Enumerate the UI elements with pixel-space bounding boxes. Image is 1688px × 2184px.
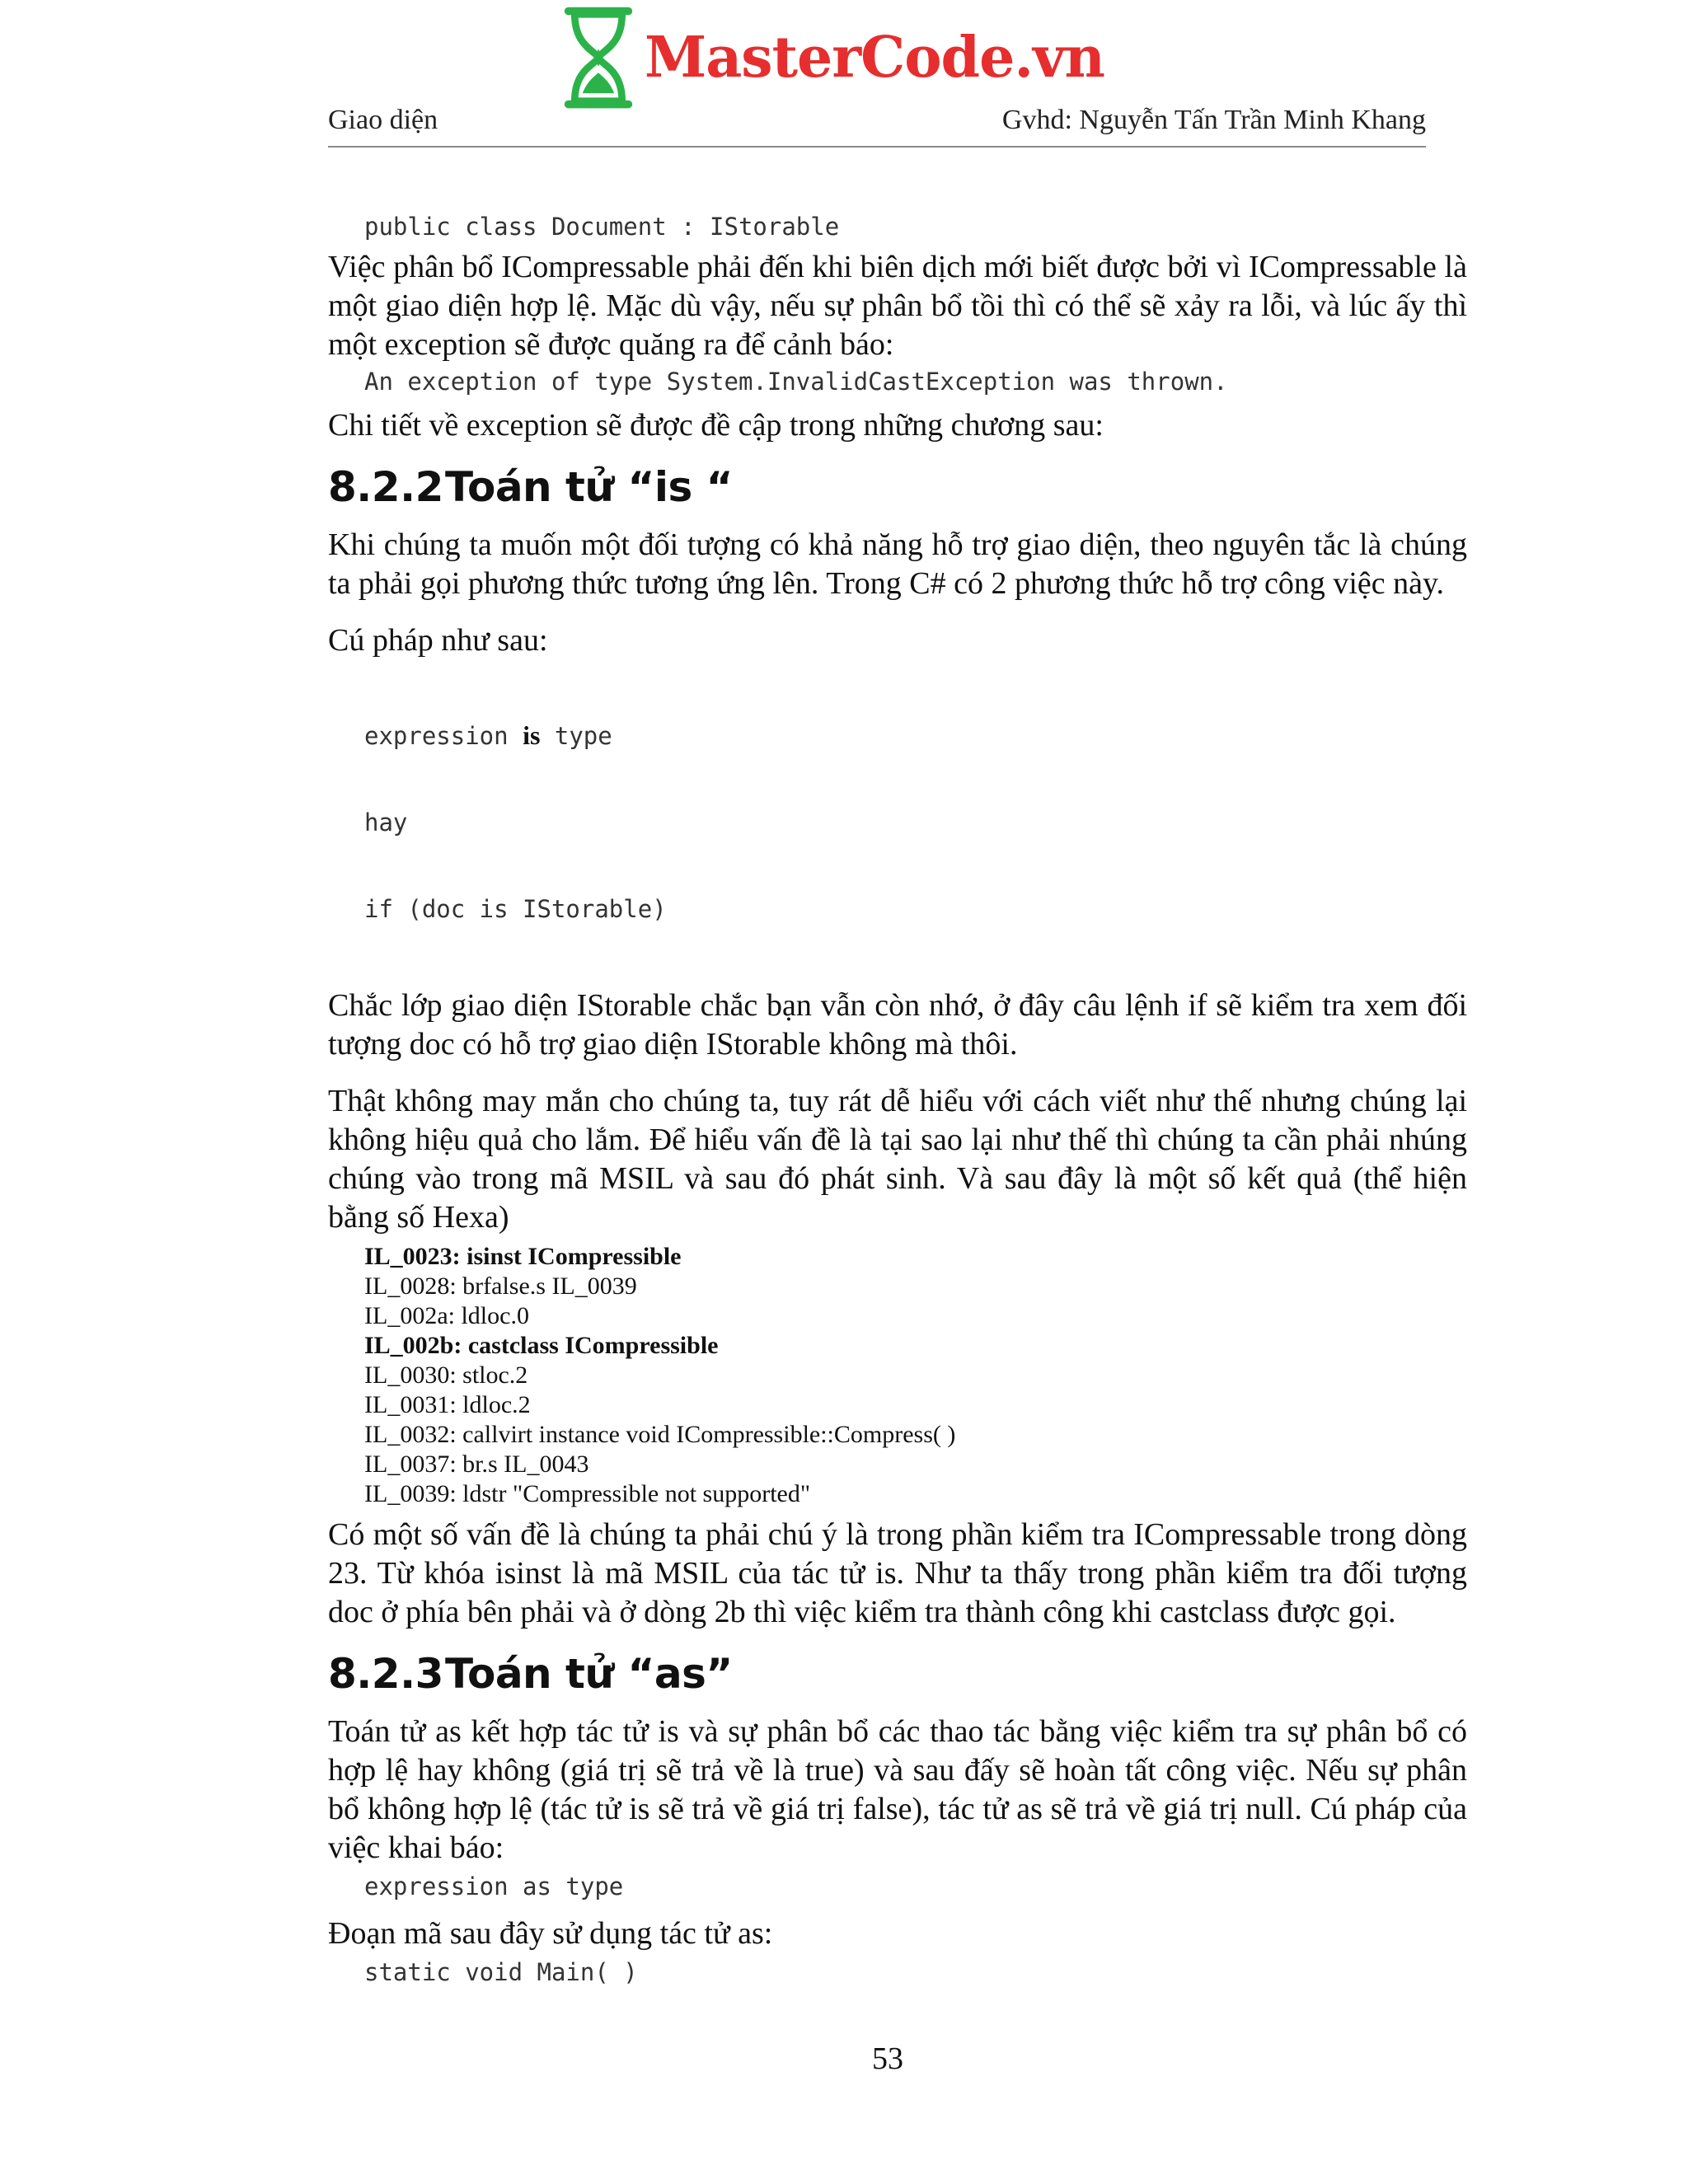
header-right: Gvhd: Nguyễn Tấn Trần Minh Khang: [1001, 105, 1426, 135]
paragraph: Đoạn mã sau đây sử dụng tác tử as:: [328, 1916, 773, 1951]
header-left: Giao diện: [328, 105, 438, 135]
paragraph: Việc phân bổ ICompressable phải đến khi biên dịch mới biết được bởi vì ICompressable là một giao diện hợp lệ. Mặc dù vậy, nếu sự phân bổ tồi thì có thể sẽ xảy ra lỗi, và lúc ấy thì một exception sẽ được quăng ra để cảnh báo:: [328, 250, 1467, 362]
code-block: expression as type: [364, 1872, 624, 1900]
paragraph: Chắc lớp giao diện IStorable chắc bạn vẫn còn nhớ, ở đây câu lệnh if sẽ kiểm tra xem đối tượng doc có hỗ trợ giao diện IStorable không mà thôi.: [328, 988, 1467, 1062]
logo-text: MasterCode.vn: [644, 25, 1104, 91]
paragraph: Chi tiết về exception sẽ được đề cập trong những chương sau:: [328, 408, 1104, 443]
msil-line: IL_0030: stloc.2: [364, 1361, 528, 1389]
section-number: 8.2.3: [328, 1650, 443, 1698]
logo: [560, 0, 1104, 115]
msil-line: IL_0039: ldstr "Compressible not supported": [364, 1480, 811, 1507]
page-number: 53: [872, 2041, 903, 2076]
msil-listing: [328, 1242, 1467, 1509]
page-header: [328, 105, 1426, 148]
section-title: Toán tử “as”: [445, 1650, 733, 1698]
paragraph: Khi chúng ta muốn một đối tượng có khả năng hỗ trợ giao diện, theo nguyên tắc là chúng ta phải gọi phương thức tương ứng lên. Trong C# có 2 phương thức hỗ trợ công việc này.: [328, 527, 1467, 601]
msil-line: IL_0023: isinst ICompressible: [364, 1243, 682, 1270]
paragraph: Toán tử as kết hợp tác tử is và sự phân bổ các thao tác bằng việc kiểm tra sự phân bổ có hợp lệ hay không (giá trị sẽ trả về là true) và sau đấy sẽ hoàn tất công việc. Nếu sự phân bổ không hợp lệ (tác tử is sẽ trả về giá trị false), tác tử as sẽ trả về giá trị null. Cú pháp của việc khai báo:: [328, 1714, 1467, 1865]
syntax-line: hay: [364, 808, 408, 837]
syntax-type: type: [540, 722, 612, 750]
msil-line: IL_0032: callvirt instance void ICompressible::Compress( ): [364, 1421, 956, 1448]
hourglass-icon: [560, 2, 636, 113]
msil-line: IL_0037: br.s IL_0043: [364, 1451, 589, 1478]
msil-line: IL_002a: ldloc.0: [364, 1302, 529, 1329]
code-block: An exception of type System.InvalidCastException was thrown.: [364, 368, 1228, 396]
paragraph: Cú pháp như sau:: [328, 623, 548, 658]
msil-line: IL_002b: castclass ICompressible: [364, 1332, 719, 1359]
section-heading: [328, 1650, 1467, 1698]
paragraph: Thật không may mắn cho chúng ta, tuy rát dễ hiểu với cách viết như thế nhưng chúng lại không hiệu quả cho lắm. Để hiểu vấn đề là tại sao lại như thế thì chúng ta cần phải nhúng chúng vào trong mã MSIL và sau đó phát sinh. Và sau đây là một số kết quả (thể hiện bằng số Hexa): [328, 1084, 1467, 1235]
msil-line: IL_0031: ldloc.2: [364, 1391, 531, 1418]
page-body: [328, 213, 1467, 1987]
syntax-block: [328, 663, 1467, 982]
section-title: Toán tử “is “: [445, 463, 733, 511]
syntax-keyword: is: [523, 720, 541, 750]
syntax-expression: expression: [364, 722, 523, 750]
code-block: static void Main( ): [364, 1958, 638, 1986]
code-block: public class Document : IStorable: [364, 213, 840, 241]
section-heading: [328, 463, 1467, 511]
paragraph: Có một số vấn đề là chúng ta phải chú ý là trong phần kiểm tra ICompressable trong dòng 23. Từ khóa isinst là mã MSIL của tác tử is. Như ta thấy trong phần kiểm tra đối tượng doc ở phía bên phải và ở dòng 2b thì việc kiểm tra thành công khi castclass được gọi.: [328, 1517, 1467, 1629]
section-number: 8.2.2: [328, 463, 443, 511]
syntax-line: if (doc is IStorable): [364, 895, 667, 923]
msil-line: IL_0028: brfalse.s IL_0039: [364, 1272, 637, 1300]
